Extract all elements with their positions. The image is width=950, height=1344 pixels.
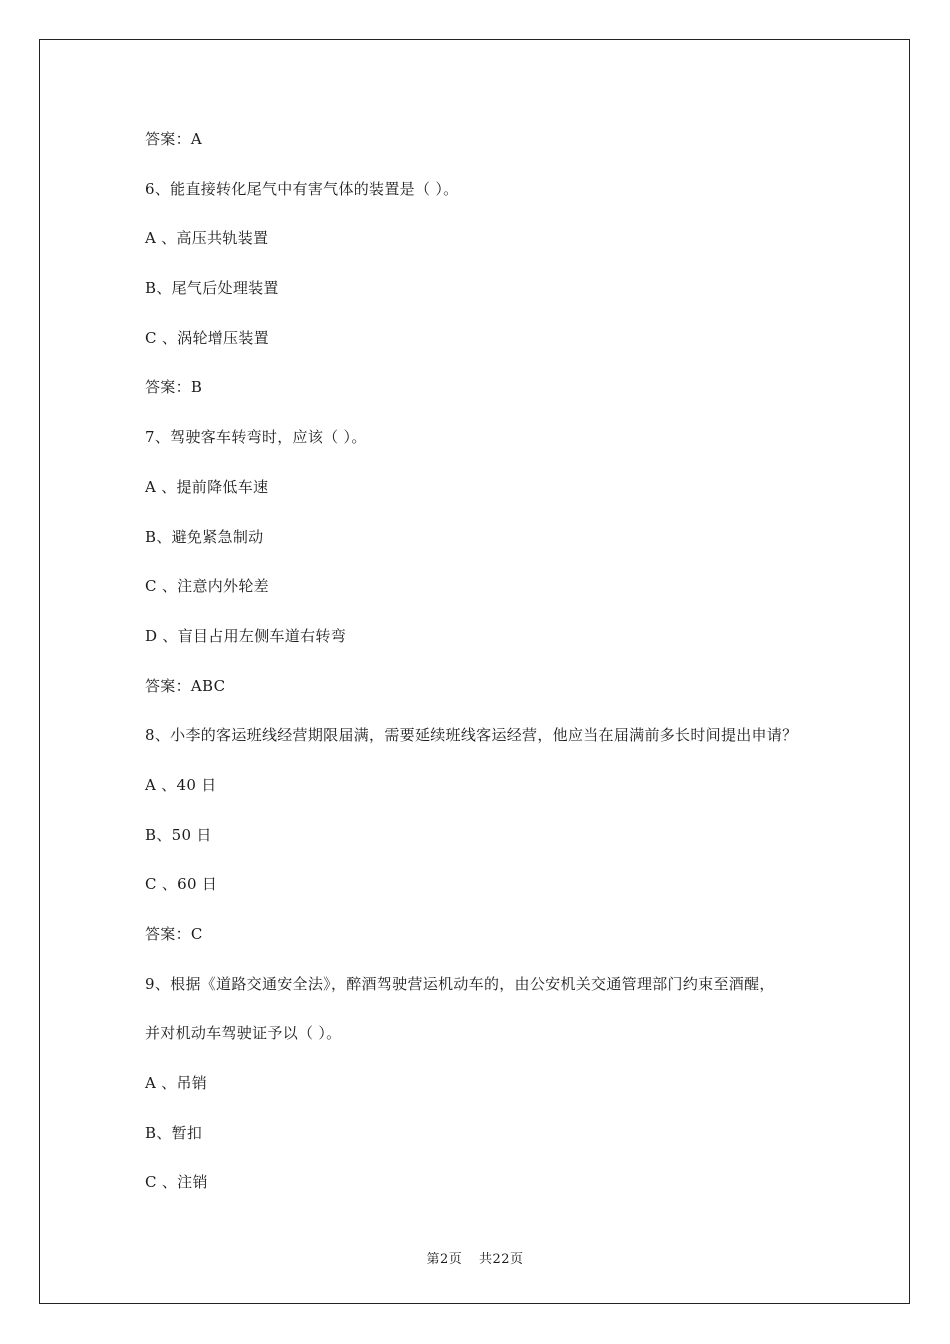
question-9: 9、根据《道路交通安全法》，醉酒驾驶营运机动车的，由公安机关交通管理部门约束至酒醒，: [145, 974, 775, 993]
document-body: [145, 126, 845, 1219]
answer-line: 答案：ABC: [145, 676, 226, 695]
option-c: C 、注销: [145, 1173, 208, 1192]
option-a: A 、提前降低车速: [145, 477, 269, 496]
question-9-continued: 并对机动车驾驶证予以（ ）。: [145, 1024, 342, 1043]
answer-line: 答案：A: [145, 130, 203, 148]
option-b: B、暂扣: [145, 1123, 203, 1142]
option-c: C 、涡轮增压装置: [145, 328, 269, 347]
option-a: A 、高压共轨装置: [145, 229, 269, 248]
option-b: B、尾气后处理装置: [145, 279, 279, 298]
question-8: 8、小李的客运班线经营期限届满，需要延续班线客运经营，他应当在届满前多长时间提出申请？: [145, 726, 798, 745]
option-b: B、避免紧急制动: [145, 527, 264, 546]
question-6: 6、能直接转化尾气中有害气体的装置是（ ）。: [145, 179, 459, 198]
option-b: B、50 日: [145, 825, 212, 844]
option-d: D 、盲目占用左侧车道右转弯: [145, 626, 346, 645]
answer-line: 答案：C: [145, 925, 203, 943]
option-a: A 、40 日: [145, 775, 217, 794]
page-total: 共22页: [478, 1252, 524, 1267]
option-c: C 、注意内外轮差: [145, 577, 269, 596]
answer-line: 答案：B: [145, 378, 203, 397]
question-7: 7、驾驶客车转弯时，应该（ ）。: [145, 428, 367, 447]
page-number: 第2页: [426, 1252, 463, 1267]
option-c: C 、60 日: [145, 875, 218, 894]
option-a: A 、吊销: [145, 1074, 208, 1093]
page-footer: [0, 1248, 950, 1267]
